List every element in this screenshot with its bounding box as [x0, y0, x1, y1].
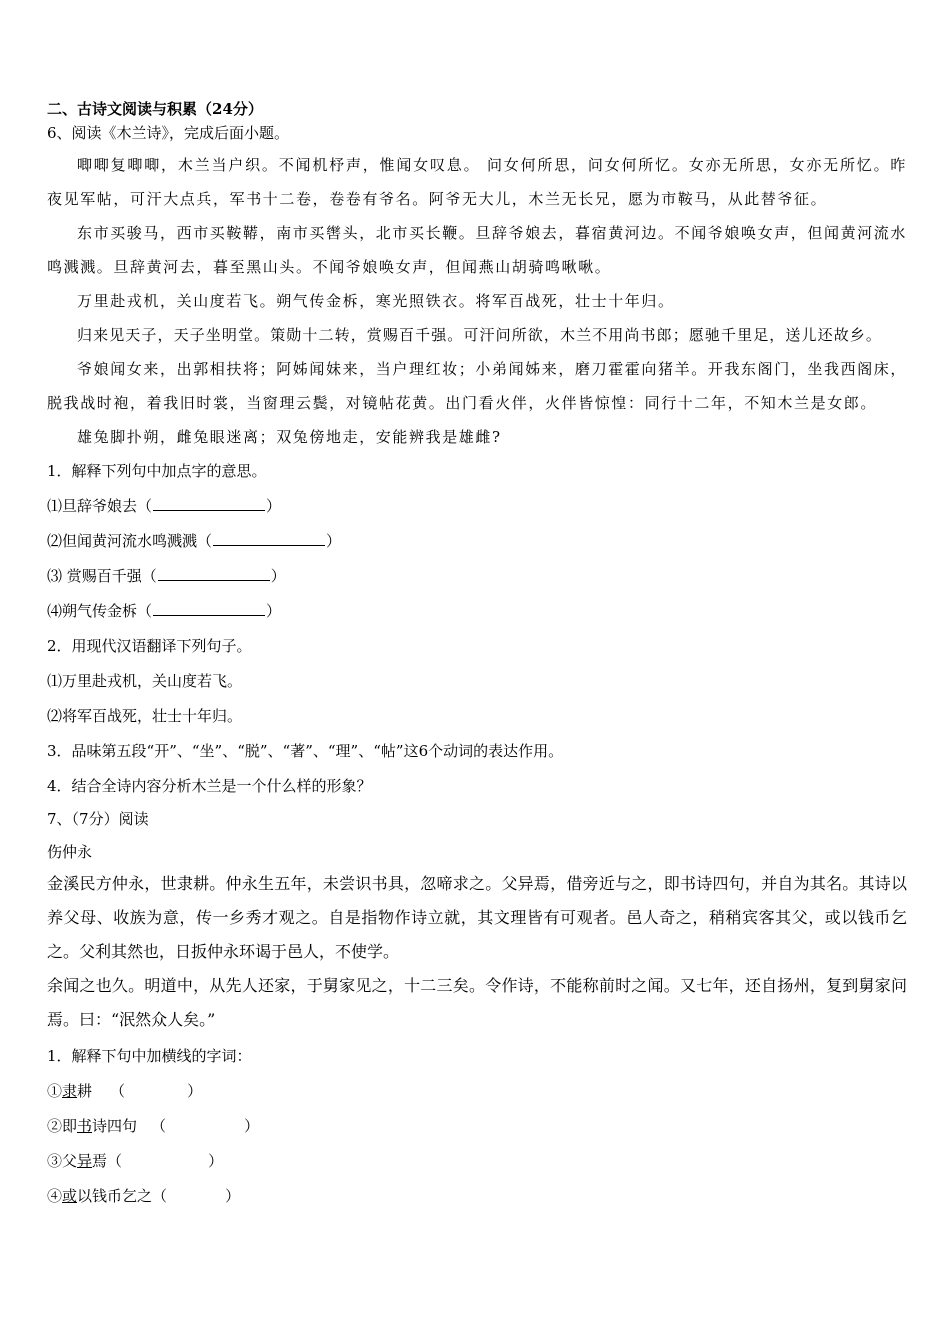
q6-sub-3: 3．品味第五段“开”、“坐”、“脱”、“著”、“理”、“帖”这6个动词的表达作用。 [47, 742, 564, 760]
answer-blank[interactable] [153, 599, 265, 616]
item-text: 以钱币乞之 [77, 1187, 153, 1205]
q6-sub-1-item-2 [47, 524, 907, 559]
item-open: （ [151, 1117, 167, 1135]
answer-blank[interactable] [158, 564, 270, 581]
item-number: ① [47, 1082, 63, 1100]
q6-sub-2-item-1: ⑴万里赴戎机，关山度若飞。 [47, 672, 243, 690]
q6-sub-1-item-3 [47, 559, 907, 594]
passage-title: 伤仲永 [47, 843, 93, 861]
underlined-word: 异 [77, 1152, 93, 1170]
poem-paragraph-3: 万里赴戎机，关山度若飞。朔气传金柝，寒光照铁衣。将军百战死，壮士十年归。 [77, 292, 675, 310]
q7-sub-1: 1．解释下句中加横线的字词： [47, 1047, 252, 1065]
item-text: ⑴旦辞爷娘去（ [47, 497, 153, 515]
answer-blank[interactable] [153, 494, 265, 511]
item-number: ②即 [47, 1117, 78, 1135]
underlined-word: 书 [77, 1117, 93, 1135]
q6-sub-1-item-1 [47, 489, 907, 524]
passage-paragraph-2: 余闻之也久。明道中，从先人还家，于舅家见之，十二三矣。令作诗，不能称前时之闻。又七年，还自扬州，复到舅家问焉。曰：“泯然众人矣。” [47, 976, 907, 1029]
poem-mulan [47, 148, 907, 454]
question-7-intro: 7、（7分）阅读 [47, 810, 149, 828]
poem-paragraph-1: 唧唧复唧唧，木兰当户织。不闻机杼声，惟闻女叹息。 问女何所思，问女何所忆。女亦无所思，女亦无所忆。昨夜见军帖，可汗大点兵，军书十二卷，卷卷有爷名。阿爷无大儿，木兰无长兄，愿为市鞍马，从此替爷征。 [47, 156, 907, 208]
item-close: ） [266, 602, 282, 620]
item-text: ⑶ 赏赐百千强（ [47, 567, 157, 585]
q6-sub-1: 1．解释下列句中加点字的意思。 [47, 462, 267, 480]
q7-sub-1-item-3 [47, 1144, 907, 1179]
item-text: 诗四句 [92, 1117, 138, 1135]
item-close: ） [187, 1082, 203, 1100]
poem-paragraph-6: 雄兔脚扑朔，雌兔眼迷离；双兔傍地走，安能辨我是雄雌? [77, 428, 502, 446]
q6-sub-2-item-2: ⑵将军百战死，壮士十年归。 [47, 707, 243, 725]
item-text: 耕 [77, 1082, 93, 1100]
item-close: ） [244, 1117, 260, 1135]
poem-paragraph-2: 东市买骏马，西市买鞍鞯，南市买辔头，北市买长鞭。旦辞爷娘去，暮宿黄河边。不闻爷娘唤女声，但闻黄河流水鸣溅溅。旦辞黄河去，暮至黑山头。不闻爷娘唤女声，但闻燕山胡骑鸣啾啾。 [47, 224, 908, 276]
item-close: ） [326, 532, 342, 550]
document-page [47, 98, 907, 1214]
answer-blank[interactable] [213, 529, 325, 546]
item-open: （ [152, 1187, 168, 1205]
item-close: ） [266, 497, 282, 515]
item-text: 焉 [92, 1152, 108, 1170]
q7-sub-1-item-1 [47, 1074, 907, 1109]
item-close: ） [208, 1152, 224, 1170]
q7-sub-1-item-4 [47, 1179, 907, 1214]
item-open: （ [107, 1152, 123, 1170]
passage-paragraph-1: 金溪民方仲永，世隶耕。仲永生五年，未尝识书具，忽啼求之。父异焉，借旁近与之，即书诗四句，并自为其名。其诗以养父母、收族为意，传一乡秀才观之。自是指物作诗立就，其文理皆有可观者。邑人奇之，稍稍宾客其父，或以钱币乞之。父利其然也，日扳仲永环谒于邑人，不使学。 [47, 874, 907, 961]
passage-shang-zhongyong [47, 867, 907, 1037]
item-number: ③父 [47, 1152, 78, 1170]
item-close: ） [225, 1187, 241, 1205]
q6-sub-2: 2．用现代汉语翻译下列句子。 [47, 637, 252, 655]
item-close: ） [270, 567, 286, 585]
poem-paragraph-4: 归来见天子，天子坐明堂。策勋十二转，赏赐百千强。可汗问所欲，木兰不用尚书郎；愿驰千里足，送儿还故乡。 [77, 326, 883, 344]
q7-sub-1-item-2 [47, 1109, 907, 1144]
poem-paragraph-5: 爷娘闻女来，出郭相扶将；阿姊闻妹来，当户理红妆；小弟闻姊来，磨刀霍霍向猪羊。开我东阁门，坐我西阁床，脱我战时袍，着我旧时裳，当窗理云鬓，对镜帖花黄。出门看火伴，火伴皆惊惶：同行十二年，不知木兰是女郎。 [47, 360, 908, 412]
section-heading: 二、古诗文阅读与积累（24分） [47, 100, 263, 118]
q6-sub-4: 4．结合全诗内容分析木兰是一个什么样的形象？ [47, 777, 372, 795]
item-number: ④ [47, 1187, 63, 1205]
underlined-word: 隶 [62, 1082, 78, 1100]
q6-sub-1-item-4 [47, 594, 907, 629]
item-text: ⑷朔气传金柝（ [47, 602, 153, 620]
item-open: （ [110, 1082, 126, 1100]
question-6-intro: 6、阅读《木兰诗》，完成后面小题。 [47, 124, 290, 142]
underlined-word: 或 [62, 1187, 78, 1205]
item-text: ⑵但闻黄河流水鸣溅溅（ [47, 532, 213, 550]
